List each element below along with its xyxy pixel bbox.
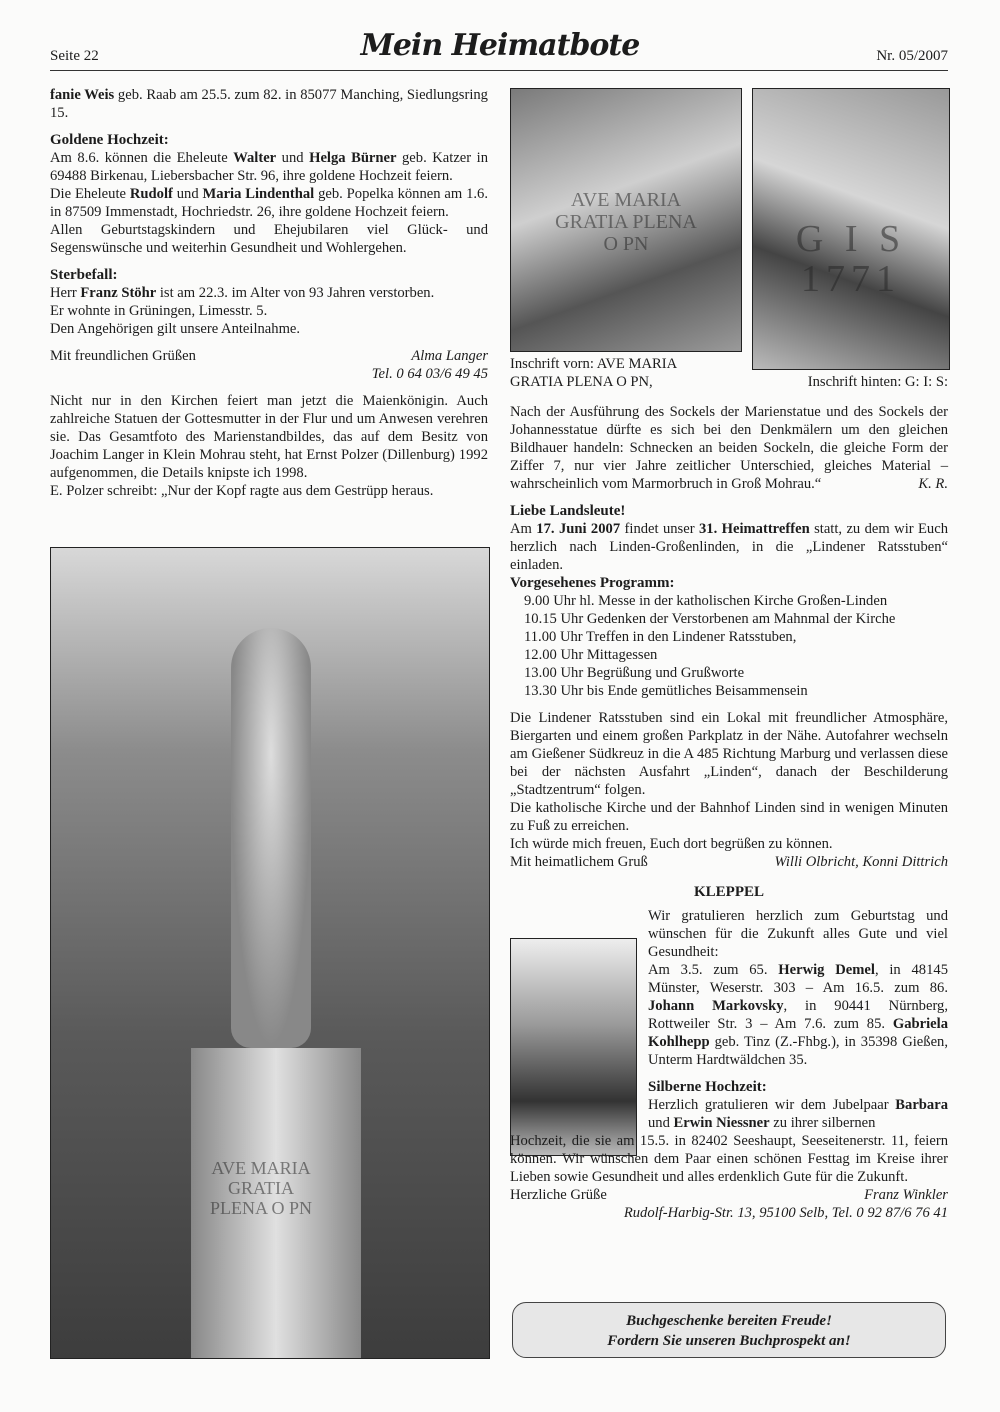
paragraph xyxy=(50,284,488,302)
bold-name: Barbara xyxy=(895,1097,948,1113)
heading-programm: Vorgesehenes Programm: xyxy=(510,575,675,591)
paragraph xyxy=(648,961,948,1069)
left-column xyxy=(50,86,488,500)
bold-name: Maria Lindenthal xyxy=(202,186,315,202)
text-segment: ist am 22.3. im Alter von 93 Jahren verstorben. xyxy=(156,285,435,301)
heading-silberne-hochzeit: Silberne Hochzeit: xyxy=(648,1079,767,1095)
bold-name: Rudolf xyxy=(129,186,173,202)
signature-address: Rudolf-Harbig-Str. 13, 95100 Selb, Tel. 0 92 87/6 76 41 xyxy=(623,1205,948,1221)
program-item: 13.30 Uhr bis Ende gemütliches Beisammensein xyxy=(524,683,808,699)
paragraph: Den Angehörigen gilt unsere Anteilnahme. xyxy=(50,321,301,337)
issue-number: Nr. 05/2007 xyxy=(876,48,948,64)
program-item: 9.00 Uhr hl. Messe in der katholischen Kirche Großen-Linden xyxy=(524,593,888,609)
photo-inscription-front xyxy=(510,88,742,352)
text-segment: Die Eheleute xyxy=(50,186,130,202)
text-segment: zu ihrer silbernen xyxy=(769,1115,876,1131)
greeting: Mit freundlichen Grüßen xyxy=(50,348,196,364)
photo-captions xyxy=(510,355,948,391)
text-segment: und xyxy=(276,150,310,166)
signature-name: Alma Langer xyxy=(411,348,488,364)
text-segment: geb. Popelka können am 1.6. in 87509 Immenstadt, Hochriedstr. 26, ihre goldene Hochzeit feiern. xyxy=(50,186,488,220)
right-column xyxy=(510,355,948,1222)
paragraph: Er wohnte in Grüningen, Limesstr. 5. xyxy=(50,303,268,319)
header-rule xyxy=(50,70,948,71)
bold-name: Helga Bürner xyxy=(309,150,397,166)
bold-name: Herwig Demel xyxy=(778,962,875,978)
paragraph xyxy=(50,86,488,122)
text-segment: statt, zu dem wir Euch herzlich nach Linden-Großenlinden, in die „Lindener Ratsstuben“ einladen. xyxy=(510,521,948,573)
bold-name: fanie Weis xyxy=(50,87,115,103)
paragraph xyxy=(648,1096,948,1132)
program-item: 11.00 Uhr Treffen in den Lindener Ratsstuben, xyxy=(524,629,797,645)
heading-kleppel: KLEPPEL xyxy=(693,884,764,900)
paragraph: Hochzeit, die sie am 15.5. in 82402 Seeshaupt, Seeseitenerstr. 11, feiern können. Wir wünschen dem Paar einen schönen Festtag im Kreise ihrer Lieben sowie Gesundheit und alles erdenklich Gute für die Zukunft. xyxy=(510,1133,948,1185)
signature-names: Willi Olbricht, Konni Dittrich xyxy=(774,854,948,870)
program-list xyxy=(510,592,948,700)
heading-goldene-hochzeit: Goldene Hochzeit: xyxy=(50,132,169,148)
paragraph xyxy=(510,403,948,493)
heading-liebe-landsleute: Liebe Landsleute! xyxy=(510,503,626,519)
text-segment: Am 8.6. können die Eheleute xyxy=(50,150,234,166)
text-segment: , in 90441 Nürnberg, Rottweiler Str. 3 – Am 7.6. zum 85. xyxy=(648,998,948,1032)
text-segment: findet unser xyxy=(620,521,699,537)
photo-marian-statue xyxy=(50,547,490,1359)
caption-back: Inschrift hinten: G: I: S: xyxy=(807,374,948,390)
text-segment: geb. Katzer in 69488 Birkenau, Liebersbacher Str. 96, ihre goldene Hochzeit feiern. xyxy=(50,150,489,184)
paragraph: Ich würde mich freuen, Euch dort begrüßen zu können. xyxy=(510,836,833,852)
paragraph: Nicht nur in den Kirchen feiert man jetzt die Maienkönigin. Auch zahlreiche Statuen der Gottesmutter in der Flur und um Anwesen verehren sie. Das Gesamtfoto des Marienstandbildes, das auf dem Besitz von Joachim Langer in Klein Mohrau steht, hat Ernst Polzer (Dillenburg) 1992 aufgenommen, die Details knipste ich 1998. xyxy=(50,393,488,481)
text-segment: geb. Raab am 25.5. zum 82. in 85077 Manching, Siedlungsring 15. xyxy=(50,87,488,121)
text-segment: und xyxy=(172,186,203,202)
paragraph: E. Polzer schreibt: „Nur der Kopf ragte aus dem Gestrüpp heraus. xyxy=(50,483,434,499)
bold-name: Franz Stöhr xyxy=(80,285,157,301)
paragraph: Wir gratulieren herzlich zum Geburtstag und wünschen für die Zukunft alles Gute und viel Gesundheit: xyxy=(648,908,948,960)
text-segment: , in 48145 Münster, Weserstr. 303 – Am 16.5. zum 86. xyxy=(648,962,948,996)
statue-shape xyxy=(231,628,311,1048)
author-initials: K. R. xyxy=(918,476,948,492)
promo-line: Fordern Sie unseren Buchprospekt an! xyxy=(607,1333,851,1349)
heading-sterbefall: Sterbefall: xyxy=(50,267,118,283)
program-item: 10.15 Uhr Gedenken der Verstorbenen am Mahnmal der Kirche xyxy=(524,611,896,627)
signature xyxy=(510,853,948,871)
back-inscription: G I S 1771 xyxy=(795,218,907,300)
text-segment: geb. Tinz (Z.-Fhbg.), in 35398 Gießen, Unterm Hardtwäldchen 35. xyxy=(648,1034,948,1068)
page-number: Seite 22 xyxy=(50,48,99,64)
greeting: Herzliche Grüße xyxy=(510,1187,607,1203)
masthead-logo: Mein Heimatbote xyxy=(360,28,640,63)
text-segment: Am xyxy=(510,521,537,537)
signature-name: Franz Winkler xyxy=(864,1187,948,1203)
caption-front: Inschrift vorn: AVE MARIA GRATIA PLENA O PN, xyxy=(510,356,677,390)
text-segment: Herr xyxy=(50,285,81,301)
paragraph xyxy=(510,520,948,574)
promo-box xyxy=(512,1302,946,1358)
paragraph-text: Nach der Ausführung des Sockels der Marienstatue und des Sockels der Johannesstatue dürfte es sich bei den Denkmälern um den gleichen Bildhauer handeln: Schnecken an beiden Sockeln, die gleiche Form der Ziffer 7, nur vier Jahre zeitlicher Unterschied, gleiches Material – wahrscheinlich vom Marmorbruch in Groß Mohrau.“ xyxy=(510,404,948,492)
signature-phone: Tel. 0 64 03/6 49 45 xyxy=(371,366,488,382)
program-item: 13.00 Uhr Begrüßung und Grußworte xyxy=(524,665,745,681)
paragraph: Die katholische Kirche und der Bahnhof Linden sind in wenigen Minuten zu Fuß zu erreichen. xyxy=(510,800,948,834)
program-item: 12.00 Uhr Mittagessen xyxy=(524,647,658,663)
text-segment: Herzlich gratulieren wir dem Jubelpaar xyxy=(648,1097,896,1113)
greeting: Mit heimatlichem Gruß xyxy=(510,854,648,870)
front-inscription: AVE MARIA GRATIA PLENA O PN xyxy=(555,189,697,255)
paragraph: Allen Geburtstagskindern und Ehejubilaren viel Glück- und Segenswünsche und weiterhin Gesundheit und Wohlergehen. xyxy=(50,222,488,256)
pedestal-inscription: AVE MARIA GRATIA PLENA O PN xyxy=(209,1158,312,1218)
bold-name: 17. Juni 2007 xyxy=(536,521,621,537)
signature xyxy=(50,347,488,365)
photo-inscription-back xyxy=(752,88,950,370)
paragraph: Die Lindener Ratsstuben sind ein Lokal mit freundlicher Atmosphäre, Biergarten und einem großen Parkplatz in der Nähe. Autofahrer wechseln am Gießener Südkreuz in die A 485 Richtung Marburg und verlassen diese bei der nächsten Ausfahrt „Linden“, danach der Beschilderung „Stadtzentrum“ folgen. xyxy=(510,710,948,798)
paragraph xyxy=(50,149,488,185)
bold-name: 31. Heimattreffen xyxy=(698,521,810,537)
bold-name: Johann Markovsky xyxy=(648,998,784,1014)
text-segment: und xyxy=(648,1115,674,1131)
text-segment: Am 3.5. zum 65. xyxy=(648,962,779,978)
bold-name: Walter xyxy=(233,150,277,166)
bold-name: Erwin Niessner xyxy=(673,1115,770,1131)
paragraph xyxy=(50,185,488,221)
bold-name: Gabriela Kohlhepp xyxy=(648,1016,948,1050)
signature xyxy=(510,1186,948,1204)
promo-line: Buchgeschenke bereiten Freude! xyxy=(626,1313,832,1329)
